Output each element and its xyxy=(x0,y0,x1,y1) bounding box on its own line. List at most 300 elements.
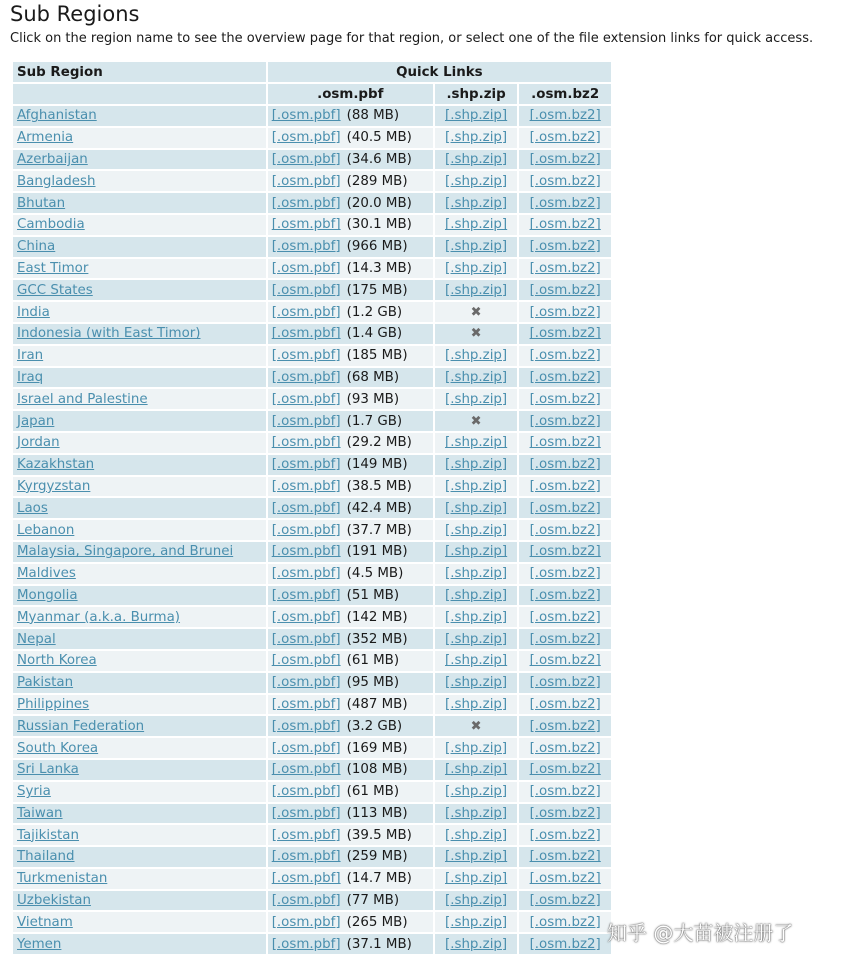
region-link[interactable]: Thailand xyxy=(17,849,75,865)
pbf-file-size: (38.5 MB) xyxy=(346,478,412,494)
pbf-cell xyxy=(268,651,433,671)
pbf-file-size: (108 MB) xyxy=(346,762,408,778)
shp-download-link[interactable]: [.shp.zip] xyxy=(444,369,508,385)
pbf-download-link[interactable]: [.osm.pbf] xyxy=(271,522,341,538)
bz2-download-link[interactable]: [.osm.bz2] xyxy=(529,217,601,233)
shp-download-link[interactable]: [.shp.zip] xyxy=(444,936,508,952)
pbf-download-link[interactable]: [.osm.pbf] xyxy=(271,696,341,712)
bz2-download-link[interactable]: [.osm.bz2] xyxy=(529,653,601,669)
bz2-download-link[interactable]: [.osm.bz2] xyxy=(529,304,601,320)
bz2-download-link[interactable]: [.osm.bz2] xyxy=(529,478,601,494)
page-subtitle: Click on the region name to see the overview page for that region, or select one of the file extension links for quick access. xyxy=(10,31,814,46)
bz2-download-link[interactable]: [.osm.bz2] xyxy=(529,762,601,778)
region-name-cell xyxy=(13,782,266,802)
pbf-file-size: (966 MB) xyxy=(346,239,408,255)
region-link[interactable]: Taiwan xyxy=(17,805,63,821)
bz2-cell xyxy=(519,237,611,257)
shp-cell xyxy=(435,564,518,584)
pbf-file-size: (30.1 MB) xyxy=(346,217,412,233)
bz2-cell xyxy=(519,738,611,758)
region-link[interactable]: Bangladesh xyxy=(17,173,96,189)
region-link[interactable]: Armenia xyxy=(17,130,74,146)
region-link[interactable]: Israel and Palestine xyxy=(17,391,148,407)
region-name-cell xyxy=(13,891,266,911)
table-row xyxy=(13,171,611,191)
pbf-download-link[interactable]: [.osm.pbf] xyxy=(271,326,341,342)
shp-cell xyxy=(435,150,518,170)
table-row xyxy=(13,193,611,213)
pbf-cell xyxy=(268,695,433,715)
shp-download-link[interactable]: [.shp.zip] xyxy=(444,675,508,691)
region-name-cell xyxy=(13,607,266,627)
pbf-file-size: (142 MB) xyxy=(346,609,408,625)
bz2-download-link[interactable]: [.osm.bz2] xyxy=(529,239,601,255)
bz2-download-link[interactable]: [.osm.bz2] xyxy=(529,522,601,538)
bz2-cell xyxy=(519,586,611,606)
pbf-download-link[interactable]: [.osm.pbf] xyxy=(271,587,341,603)
pbf-download-link[interactable]: [.osm.pbf] xyxy=(271,151,341,167)
region-link[interactable]: Cambodia xyxy=(17,217,85,233)
blank-header xyxy=(13,84,266,104)
shp-cell xyxy=(435,912,518,932)
shp-download-link[interactable]: [.shp.zip] xyxy=(444,130,508,146)
bz2-download-link[interactable]: [.osm.bz2] xyxy=(529,675,601,691)
shp-cell xyxy=(435,716,518,736)
shp-cell xyxy=(435,934,518,954)
pbf-cell xyxy=(268,477,433,497)
region-name-cell xyxy=(13,193,266,213)
pbf-download-link[interactable]: [.osm.pbf] xyxy=(271,282,341,298)
pbf-download-link[interactable]: [.osm.pbf] xyxy=(271,391,341,407)
shp-cell xyxy=(435,586,518,606)
table-row xyxy=(13,738,611,758)
region-name-cell xyxy=(13,825,266,845)
table-row xyxy=(13,106,611,126)
bz2-cell xyxy=(519,193,611,213)
table-subheader-row xyxy=(13,84,611,104)
bz2-download-link[interactable]: [.osm.bz2] xyxy=(529,871,601,887)
pbf-file-size: (259 MB) xyxy=(346,849,408,865)
region-link[interactable]: Vietnam xyxy=(17,914,73,930)
pbf-cell xyxy=(268,324,433,344)
pbf-file-size: (14.7 MB) xyxy=(346,871,412,887)
pbf-file-size: (37.1 MB) xyxy=(346,936,412,952)
shp-download-link[interactable]: [.shp.zip] xyxy=(444,849,508,865)
bz2-download-link[interactable]: [.osm.bz2] xyxy=(529,827,601,843)
watermark: 知乎 @大苗被注册了 xyxy=(607,921,794,945)
pbf-file-size: (169 MB) xyxy=(346,740,408,756)
pbf-download-link[interactable]: [.osm.pbf] xyxy=(271,936,341,952)
table-row xyxy=(13,477,611,497)
bz2-download-link[interactable]: [.osm.bz2] xyxy=(529,544,601,560)
shp-download-link[interactable]: [.shp.zip] xyxy=(444,457,508,473)
pbf-download-link[interactable]: [.osm.pbf] xyxy=(271,631,341,647)
region-link[interactable]: Myanmar (a.k.a. Burma) xyxy=(17,609,181,625)
bz2-download-link[interactable]: [.osm.bz2] xyxy=(529,282,601,298)
region-link[interactable]: Tajikistan xyxy=(17,827,80,843)
bz2-download-link[interactable]: [.osm.bz2] xyxy=(529,369,601,385)
bz2-download-link[interactable]: [.osm.bz2] xyxy=(529,936,601,952)
pbf-cell xyxy=(268,106,433,126)
pbf-download-link[interactable]: [.osm.pbf] xyxy=(271,500,341,516)
shp-download-link[interactable]: [.shp.zip] xyxy=(444,151,508,167)
bz2-cell xyxy=(519,520,611,540)
region-link[interactable]: Lebanon xyxy=(17,522,75,538)
bz2-download-link[interactable]: [.osm.bz2] xyxy=(529,435,601,451)
bz2-download-link[interactable]: [.osm.bz2] xyxy=(529,130,601,146)
shp-download-link[interactable]: [.shp.zip] xyxy=(444,391,508,407)
region-link[interactable]: Yemen xyxy=(17,936,62,952)
pbf-cell xyxy=(268,804,433,824)
bz2-download-link[interactable]: [.osm.bz2] xyxy=(529,326,601,342)
shp-download-link[interactable]: [.shp.zip] xyxy=(444,239,508,255)
bz2-cell xyxy=(519,891,611,911)
region-link[interactable]: Iraq xyxy=(17,369,44,385)
close-icon: ✖ xyxy=(470,304,482,320)
bz2-download-link[interactable]: [.osm.bz2] xyxy=(529,173,601,189)
shp-download-link[interactable]: [.shp.zip] xyxy=(444,108,508,124)
region-link[interactable]: Philippines xyxy=(17,696,90,712)
pbf-file-size: (61 MB) xyxy=(346,784,400,800)
shp-download-link[interactable]: [.shp.zip] xyxy=(444,522,508,538)
shp-download-link[interactable]: [.shp.zip] xyxy=(444,631,508,647)
region-link[interactable]: Sri Lanka xyxy=(17,762,79,778)
table-row xyxy=(13,760,611,780)
region-name-cell xyxy=(13,171,266,191)
pbf-download-link[interactable]: [.osm.pbf] xyxy=(271,784,341,800)
shp-cell xyxy=(435,433,518,453)
shp-cell xyxy=(435,738,518,758)
shp-cell xyxy=(435,346,518,366)
bz2-cell xyxy=(519,215,611,235)
shp-cell xyxy=(435,302,518,322)
table-row xyxy=(13,825,611,845)
shp-cell xyxy=(435,324,518,344)
pbf-download-link[interactable]: [.osm.pbf] xyxy=(271,566,341,582)
bz2-column-header: .osm.bz2 xyxy=(519,84,611,104)
shp-download-link[interactable]: [.shp.zip] xyxy=(444,217,508,233)
region-link[interactable]: Uzbekistan xyxy=(17,893,91,909)
pbf-download-link[interactable]: [.osm.pbf] xyxy=(271,195,341,211)
region-link[interactable]: Syria xyxy=(17,784,51,800)
shp-download-link[interactable]: [.shp.zip] xyxy=(444,609,508,625)
pbf-download-link[interactable]: [.osm.pbf] xyxy=(271,239,341,255)
region-name-cell xyxy=(13,106,266,126)
region-link[interactable]: Kyrgyzstan xyxy=(17,478,91,494)
bz2-download-link[interactable]: [.osm.bz2] xyxy=(529,696,601,712)
shp-download-link[interactable]: [.shp.zip] xyxy=(444,282,508,298)
bz2-cell xyxy=(519,171,611,191)
pbf-download-link[interactable]: [.osm.pbf] xyxy=(271,893,341,909)
pbf-file-size: (95 MB) xyxy=(346,675,400,691)
bz2-cell xyxy=(519,695,611,715)
bz2-download-link[interactable]: [.osm.bz2] xyxy=(529,151,601,167)
pbf-cell xyxy=(268,215,433,235)
region-link[interactable]: Russian Federation xyxy=(17,718,145,734)
pbf-file-size: (20.0 MB) xyxy=(346,195,412,211)
shp-download-link[interactable]: [.shp.zip] xyxy=(444,500,508,516)
table-row xyxy=(13,934,611,954)
shp-download-link[interactable]: [.shp.zip] xyxy=(444,653,508,669)
bz2-download-link[interactable]: [.osm.bz2] xyxy=(529,784,601,800)
bz2-download-link[interactable]: [.osm.bz2] xyxy=(529,805,601,821)
region-link[interactable]: GCC States xyxy=(17,282,93,298)
shp-download-link[interactable]: [.shp.zip] xyxy=(444,784,508,800)
region-name-cell xyxy=(13,259,266,279)
bz2-cell xyxy=(519,804,611,824)
table-row xyxy=(13,673,611,693)
pbf-cell xyxy=(268,433,433,453)
shp-download-link[interactable]: [.shp.zip] xyxy=(444,871,508,887)
table-row xyxy=(13,128,611,148)
table-row xyxy=(13,433,611,453)
pbf-download-link[interactable]: [.osm.pbf] xyxy=(271,653,341,669)
region-link[interactable]: Iran xyxy=(17,348,44,364)
shp-download-link[interactable]: [.shp.zip] xyxy=(444,544,508,560)
pbf-cell xyxy=(268,193,433,213)
bz2-cell xyxy=(519,607,611,627)
pbf-cell xyxy=(268,760,433,780)
shp-download-link[interactable]: [.shp.zip] xyxy=(444,827,508,843)
bz2-download-link[interactable]: [.osm.bz2] xyxy=(529,348,601,364)
pbf-cell xyxy=(268,280,433,300)
bz2-download-link[interactable]: [.osm.bz2] xyxy=(529,609,601,625)
bz2-cell xyxy=(519,455,611,475)
shp-download-link[interactable]: [.shp.zip] xyxy=(444,914,508,930)
bz2-cell xyxy=(519,389,611,409)
shp-download-link[interactable]: [.shp.zip] xyxy=(444,740,508,756)
pbf-download-link[interactable]: [.osm.pbf] xyxy=(271,675,341,691)
shp-cell xyxy=(435,128,518,148)
region-link[interactable]: Jordan xyxy=(17,435,60,451)
pbf-download-link[interactable]: [.osm.pbf] xyxy=(271,849,341,865)
pbf-file-size: (77 MB) xyxy=(346,893,400,909)
pbf-download-link[interactable]: [.osm.pbf] xyxy=(271,544,341,560)
shp-download-link[interactable]: [.shp.zip] xyxy=(444,348,508,364)
region-link[interactable]: Kazakhstan xyxy=(17,457,95,473)
pbf-file-size: (289 MB) xyxy=(346,173,408,189)
region-name-cell xyxy=(13,520,266,540)
shp-download-link[interactable]: [.shp.zip] xyxy=(444,260,508,276)
bz2-cell xyxy=(519,106,611,126)
region-name-cell xyxy=(13,128,266,148)
region-name-cell xyxy=(13,280,266,300)
shp-cell xyxy=(435,498,518,518)
pbf-cell xyxy=(268,825,433,845)
pbf-download-link[interactable]: [.osm.pbf] xyxy=(271,435,341,451)
pbf-download-link[interactable]: [.osm.pbf] xyxy=(271,260,341,276)
region-link[interactable]: Japan xyxy=(17,413,55,429)
shp-cell xyxy=(435,215,518,235)
region-link[interactable]: Maldives xyxy=(17,566,76,582)
table-row xyxy=(13,280,611,300)
pbf-cell xyxy=(268,673,433,693)
shp-cell xyxy=(435,651,518,671)
bz2-download-link[interactable]: [.osm.bz2] xyxy=(529,740,601,756)
close-icon: ✖ xyxy=(470,718,482,734)
bz2-cell xyxy=(519,411,611,431)
bz2-download-link[interactable]: [.osm.bz2] xyxy=(529,108,601,124)
pbf-cell xyxy=(268,542,433,562)
bz2-download-link[interactable]: [.osm.bz2] xyxy=(529,260,601,276)
pbf-cell xyxy=(268,912,433,932)
pbf-download-link[interactable]: [.osm.pbf] xyxy=(271,217,341,233)
bz2-download-link[interactable]: [.osm.bz2] xyxy=(529,413,601,429)
bz2-download-link[interactable]: [.osm.bz2] xyxy=(529,587,601,603)
pbf-download-link[interactable]: [.osm.pbf] xyxy=(271,871,341,887)
region-link[interactable]: Indonesia (with East Timor) xyxy=(17,326,201,342)
shp-download-link[interactable]: [.shp.zip] xyxy=(444,805,508,821)
pbf-cell xyxy=(268,869,433,889)
shp-download-link[interactable]: [.shp.zip] xyxy=(444,587,508,603)
pbf-download-link[interactable]: [.osm.pbf] xyxy=(271,348,341,364)
region-link[interactable]: Afghanistan xyxy=(17,108,97,124)
bz2-cell xyxy=(519,825,611,845)
bz2-cell xyxy=(519,760,611,780)
pbf-download-link[interactable]: [.osm.pbf] xyxy=(271,827,341,843)
table-row xyxy=(13,346,611,366)
pbf-download-link[interactable]: [.osm.pbf] xyxy=(271,108,341,124)
table-row xyxy=(13,891,611,911)
pbf-file-size: (4.5 MB) xyxy=(346,566,404,582)
region-name-cell xyxy=(13,368,266,388)
table-row xyxy=(13,520,611,540)
pbf-download-link[interactable]: [.osm.pbf] xyxy=(271,130,341,146)
pbf-download-link[interactable]: [.osm.pbf] xyxy=(271,805,341,821)
shp-cell xyxy=(435,760,518,780)
region-name-cell xyxy=(13,389,266,409)
region-link[interactable]: Malaysia, Singapore, and Brunei xyxy=(17,544,234,560)
bz2-download-link[interactable]: [.osm.bz2] xyxy=(529,500,601,516)
pbf-cell xyxy=(268,237,433,257)
table-row xyxy=(13,389,611,409)
shp-download-link[interactable]: [.shp.zip] xyxy=(444,435,508,451)
shp-cell xyxy=(435,237,518,257)
bz2-download-link[interactable]: [.osm.bz2] xyxy=(529,566,601,582)
pbf-file-size: (191 MB) xyxy=(346,544,408,560)
bz2-cell xyxy=(519,302,611,322)
pbf-file-size: (175 MB) xyxy=(346,282,408,298)
region-name-cell xyxy=(13,586,266,606)
pbf-download-link[interactable]: [.osm.pbf] xyxy=(271,369,341,385)
table-row xyxy=(13,215,611,235)
region-link[interactable]: Azerbaijan xyxy=(17,151,88,167)
region-link[interactable]: China xyxy=(17,239,56,255)
shp-download-link[interactable]: [.shp.zip] xyxy=(444,173,508,189)
shp-cell xyxy=(435,259,518,279)
region-name-cell xyxy=(13,564,266,584)
region-link[interactable]: India xyxy=(17,304,50,320)
region-name-cell xyxy=(13,760,266,780)
pbf-download-link[interactable]: [.osm.pbf] xyxy=(271,413,341,429)
region-name-cell xyxy=(13,498,266,518)
shp-cell xyxy=(435,389,518,409)
shp-cell xyxy=(435,782,518,802)
bz2-cell xyxy=(519,782,611,802)
bz2-download-link[interactable]: [.osm.bz2] xyxy=(529,718,601,734)
pbf-cell xyxy=(268,368,433,388)
region-name-cell xyxy=(13,738,266,758)
region-link[interactable]: Nepal xyxy=(17,631,56,647)
region-link[interactable]: Laos xyxy=(17,500,48,516)
page-title: Sub Regions xyxy=(10,2,140,26)
bz2-download-link[interactable]: [.osm.bz2] xyxy=(529,391,601,407)
bz2-cell xyxy=(519,869,611,889)
region-link[interactable]: East Timor xyxy=(17,260,89,276)
shp-cell xyxy=(435,847,518,867)
pbf-download-link[interactable]: [.osm.pbf] xyxy=(271,304,341,320)
pbf-download-link[interactable]: [.osm.pbf] xyxy=(271,457,341,473)
bz2-cell xyxy=(519,280,611,300)
shp-download-link[interactable]: [.shp.zip] xyxy=(444,478,508,494)
region-name-cell xyxy=(13,477,266,497)
shp-download-link[interactable]: [.shp.zip] xyxy=(444,566,508,582)
pbf-download-link[interactable]: [.osm.pbf] xyxy=(271,609,341,625)
pbf-cell xyxy=(268,738,433,758)
bz2-download-link[interactable]: [.osm.bz2] xyxy=(529,914,601,930)
region-link[interactable]: South Korea xyxy=(17,740,99,756)
bz2-download-link[interactable]: [.osm.bz2] xyxy=(529,457,601,473)
shp-cell xyxy=(435,825,518,845)
bz2-download-link[interactable]: [.osm.bz2] xyxy=(529,893,601,909)
pbf-download-link[interactable]: [.osm.pbf] xyxy=(271,173,341,189)
region-link[interactable]: Turkmenistan xyxy=(17,871,108,887)
bz2-cell xyxy=(519,433,611,453)
region-name-cell xyxy=(13,695,266,715)
table-row xyxy=(13,695,611,715)
shp-cell xyxy=(435,477,518,497)
shp-download-link[interactable]: [.shp.zip] xyxy=(444,696,508,712)
bz2-cell xyxy=(519,847,611,867)
pbf-file-size: (1.4 GB) xyxy=(346,326,403,342)
shp-download-link[interactable]: [.shp.zip] xyxy=(444,893,508,909)
region-name-cell xyxy=(13,324,266,344)
region-name-cell xyxy=(13,934,266,954)
table-row xyxy=(13,411,611,431)
region-name-cell xyxy=(13,651,266,671)
region-name-cell xyxy=(13,912,266,932)
region-link[interactable]: Bhutan xyxy=(17,195,66,211)
region-name-cell xyxy=(13,673,266,693)
pbf-download-link[interactable]: [.osm.pbf] xyxy=(271,718,341,734)
shp-cell xyxy=(435,368,518,388)
pbf-download-link[interactable]: [.osm.pbf] xyxy=(271,478,341,494)
region-link[interactable]: Mongolia xyxy=(17,587,78,603)
bz2-cell xyxy=(519,564,611,584)
pbf-cell xyxy=(268,716,433,736)
bz2-download-link[interactable]: [.osm.bz2] xyxy=(529,631,601,647)
shp-download-link[interactable]: [.shp.zip] xyxy=(444,762,508,778)
bz2-download-link[interactable]: [.osm.bz2] xyxy=(529,195,601,211)
region-name-cell xyxy=(13,433,266,453)
table-row xyxy=(13,302,611,322)
region-name-cell xyxy=(13,215,266,235)
shp-cell xyxy=(435,106,518,126)
bz2-download-link[interactable]: [.osm.bz2] xyxy=(529,849,601,865)
pbf-cell xyxy=(268,629,433,649)
region-name-cell xyxy=(13,716,266,736)
pbf-download-link[interactable]: [.osm.pbf] xyxy=(271,914,341,930)
pbf-cell xyxy=(268,498,433,518)
pbf-file-size: (68 MB) xyxy=(346,369,400,385)
pbf-file-size: (352 MB) xyxy=(346,631,408,647)
pbf-cell xyxy=(268,520,433,540)
pbf-download-link[interactable]: [.osm.pbf] xyxy=(271,740,341,756)
region-link[interactable]: North Korea xyxy=(17,653,97,669)
pbf-download-link[interactable]: [.osm.pbf] xyxy=(271,762,341,778)
region-link[interactable]: Pakistan xyxy=(17,675,74,691)
shp-download-link[interactable]: [.shp.zip] xyxy=(444,195,508,211)
